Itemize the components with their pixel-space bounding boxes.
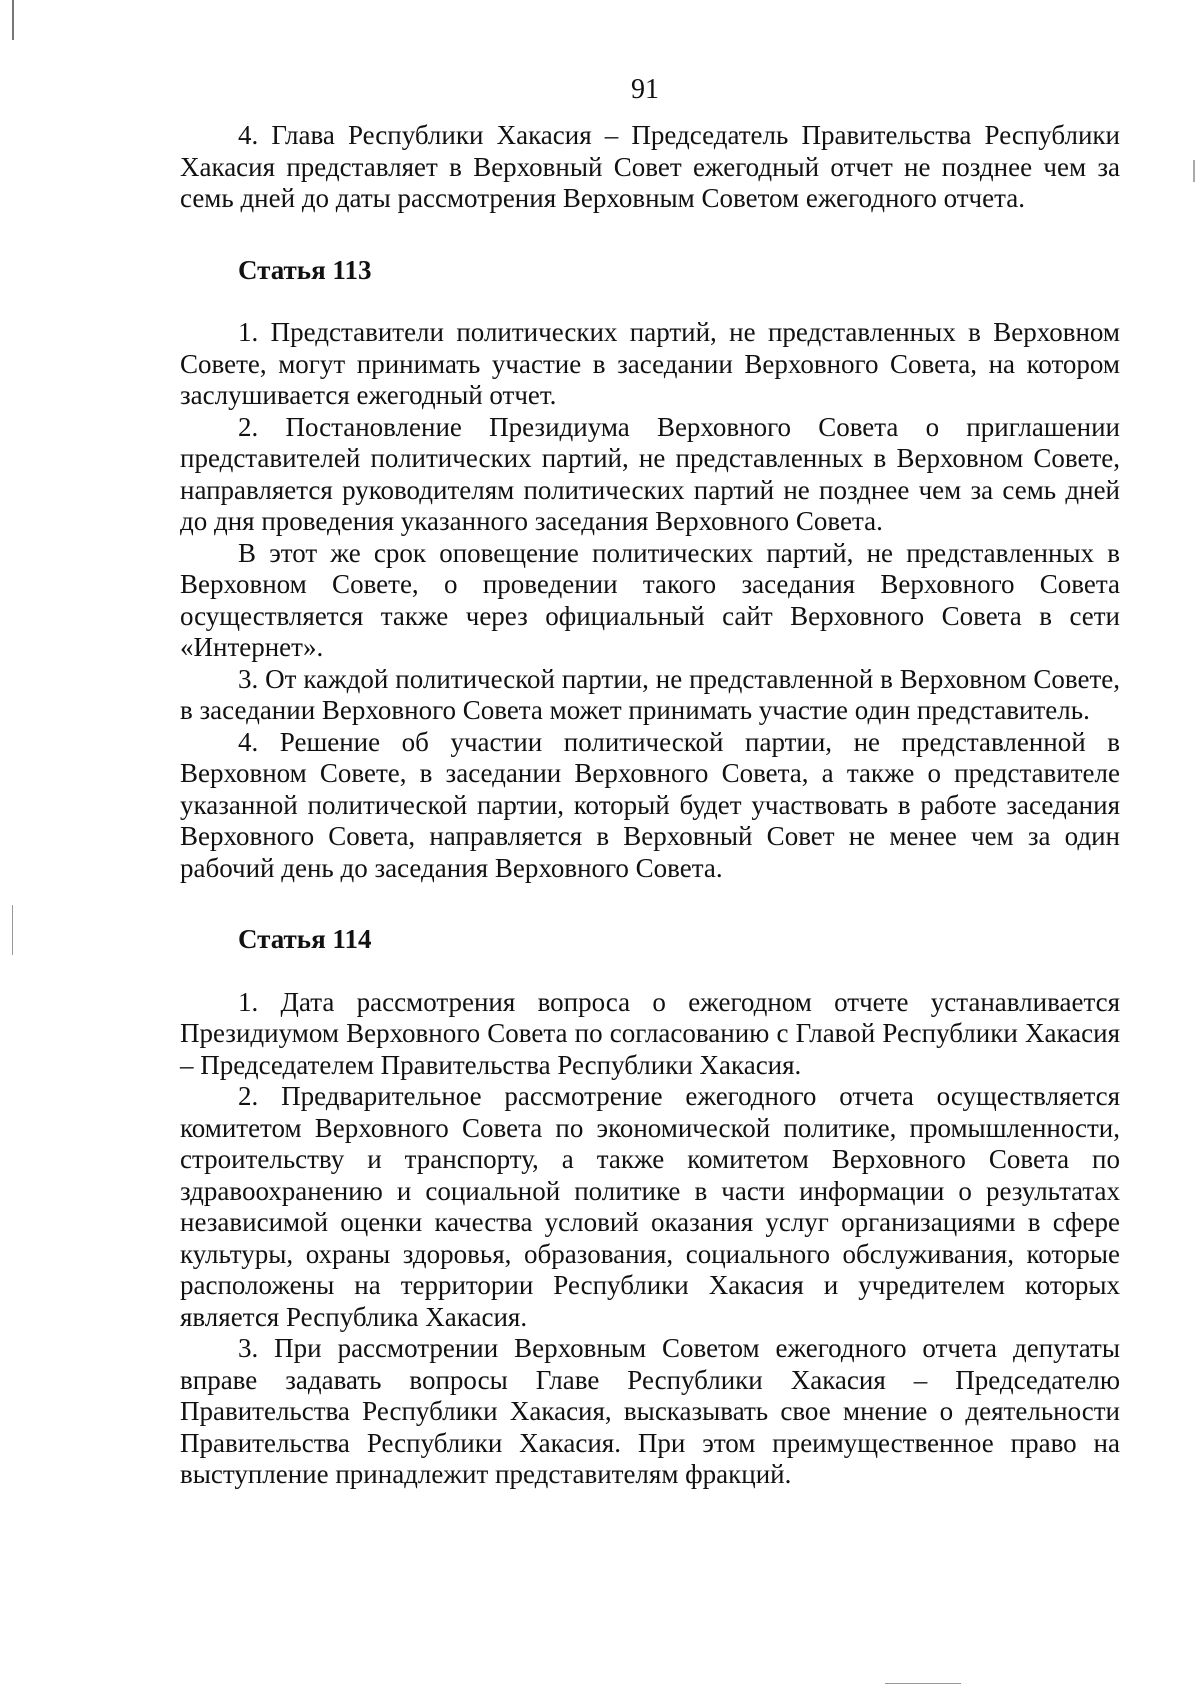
intro-paragraph: 4. Глава Республики Хакасия – Председатель Правительства Республики Хакасия представляет в Верховный Совет ежегодный отчет не позднее чем за семь дней до даты рассмотрения Верховным Советом ежегодного отчета. bbox=[180, 120, 1120, 213]
scan-edge-mark bbox=[12, 0, 14, 40]
document-body bbox=[180, 120, 1120, 1491]
article-114-paragraph: 3. При рассмотрении Верховным Советом ежегодного отчета депутаты вправе задавать вопросы Главе Республики Хакасия – Председателю Правительства Республики Хакасия, высказывать свое мнение о деятельности Правительства Республики Хакасия. При этом преимущественное право на выступление принадлежит представителям фракций. bbox=[180, 1333, 1120, 1489]
article-114-paragraph: 1. Дата рассмотрения вопроса о ежегодном отчете устанавливается Президиумом Верховного Совета по согласованию с Главой Республики Хакасия – Председателем Правительства Республики Хакасия. bbox=[180, 986, 1120, 1080]
article-114-paragraph: 2. Предварительное рассмотрение ежегодного отчета осуществляется комитетом Верховного Совета по экономической политике, промышленности, строительству и транспорту, а также комитетом Верховного Совета по здравоохранению и социальной политике в части информации о результатах независимой оценки качества условий оказания услуг организациями в сфере культуры, охраны здоровья, образования, социального обслуживания, которые расположены на территории Республики Хакасия и учредителем которых является Республика Хакасия. bbox=[180, 1081, 1120, 1332]
scan-edge-mark bbox=[885, 1683, 961, 1684]
article-114-heading: Статья 114 bbox=[238, 924, 372, 954]
article-113-paragraph: 1. Представители политических партий, не представленных в Верховном Совете, могут принимать участие в заседании Верховного Совета, на котором заслушивается ежегодный отчет. bbox=[180, 317, 1120, 410]
article-113-paragraph: В этот же срок оповещение политических партий, не представленных в Верховном Совете, о проведении такого заседания Верховного Совета осуществляется также через официальный сайт Верховного Совета в сети «Интернет». bbox=[180, 537, 1120, 662]
scan-edge-mark bbox=[12, 905, 13, 955]
article-113-paragraph: 3. От каждой политической партии, не представленной в Верховном Совете, в заседании Верховного Совета может принимать участие один представитель. bbox=[180, 663, 1120, 725]
article-113-paragraph: 4. Решение об участии политической партии, не представленной в Верховном Совете, в заседании Верховного Совета, а также о представителе указанной политической партии, который будет участвовать в работе заседания Верховного Совета, направляется в Верховный Совет не менее чем за один рабочий день до заседания Верховного Совета. bbox=[180, 726, 1120, 883]
article-113-heading: Статья 113 bbox=[238, 254, 372, 285]
scan-edge-mark bbox=[1193, 160, 1195, 182]
article-113-paragraph: 2. Постановление Президиума Верховного Совета о приглашении представителей политических партий, не представленных в Верховном Совете, направляется руководителям политических партий не позднее чем за семь дней до дня проведения указанного заседания Верховного Совета. bbox=[180, 411, 1120, 536]
page-number: 91 bbox=[631, 74, 659, 105]
